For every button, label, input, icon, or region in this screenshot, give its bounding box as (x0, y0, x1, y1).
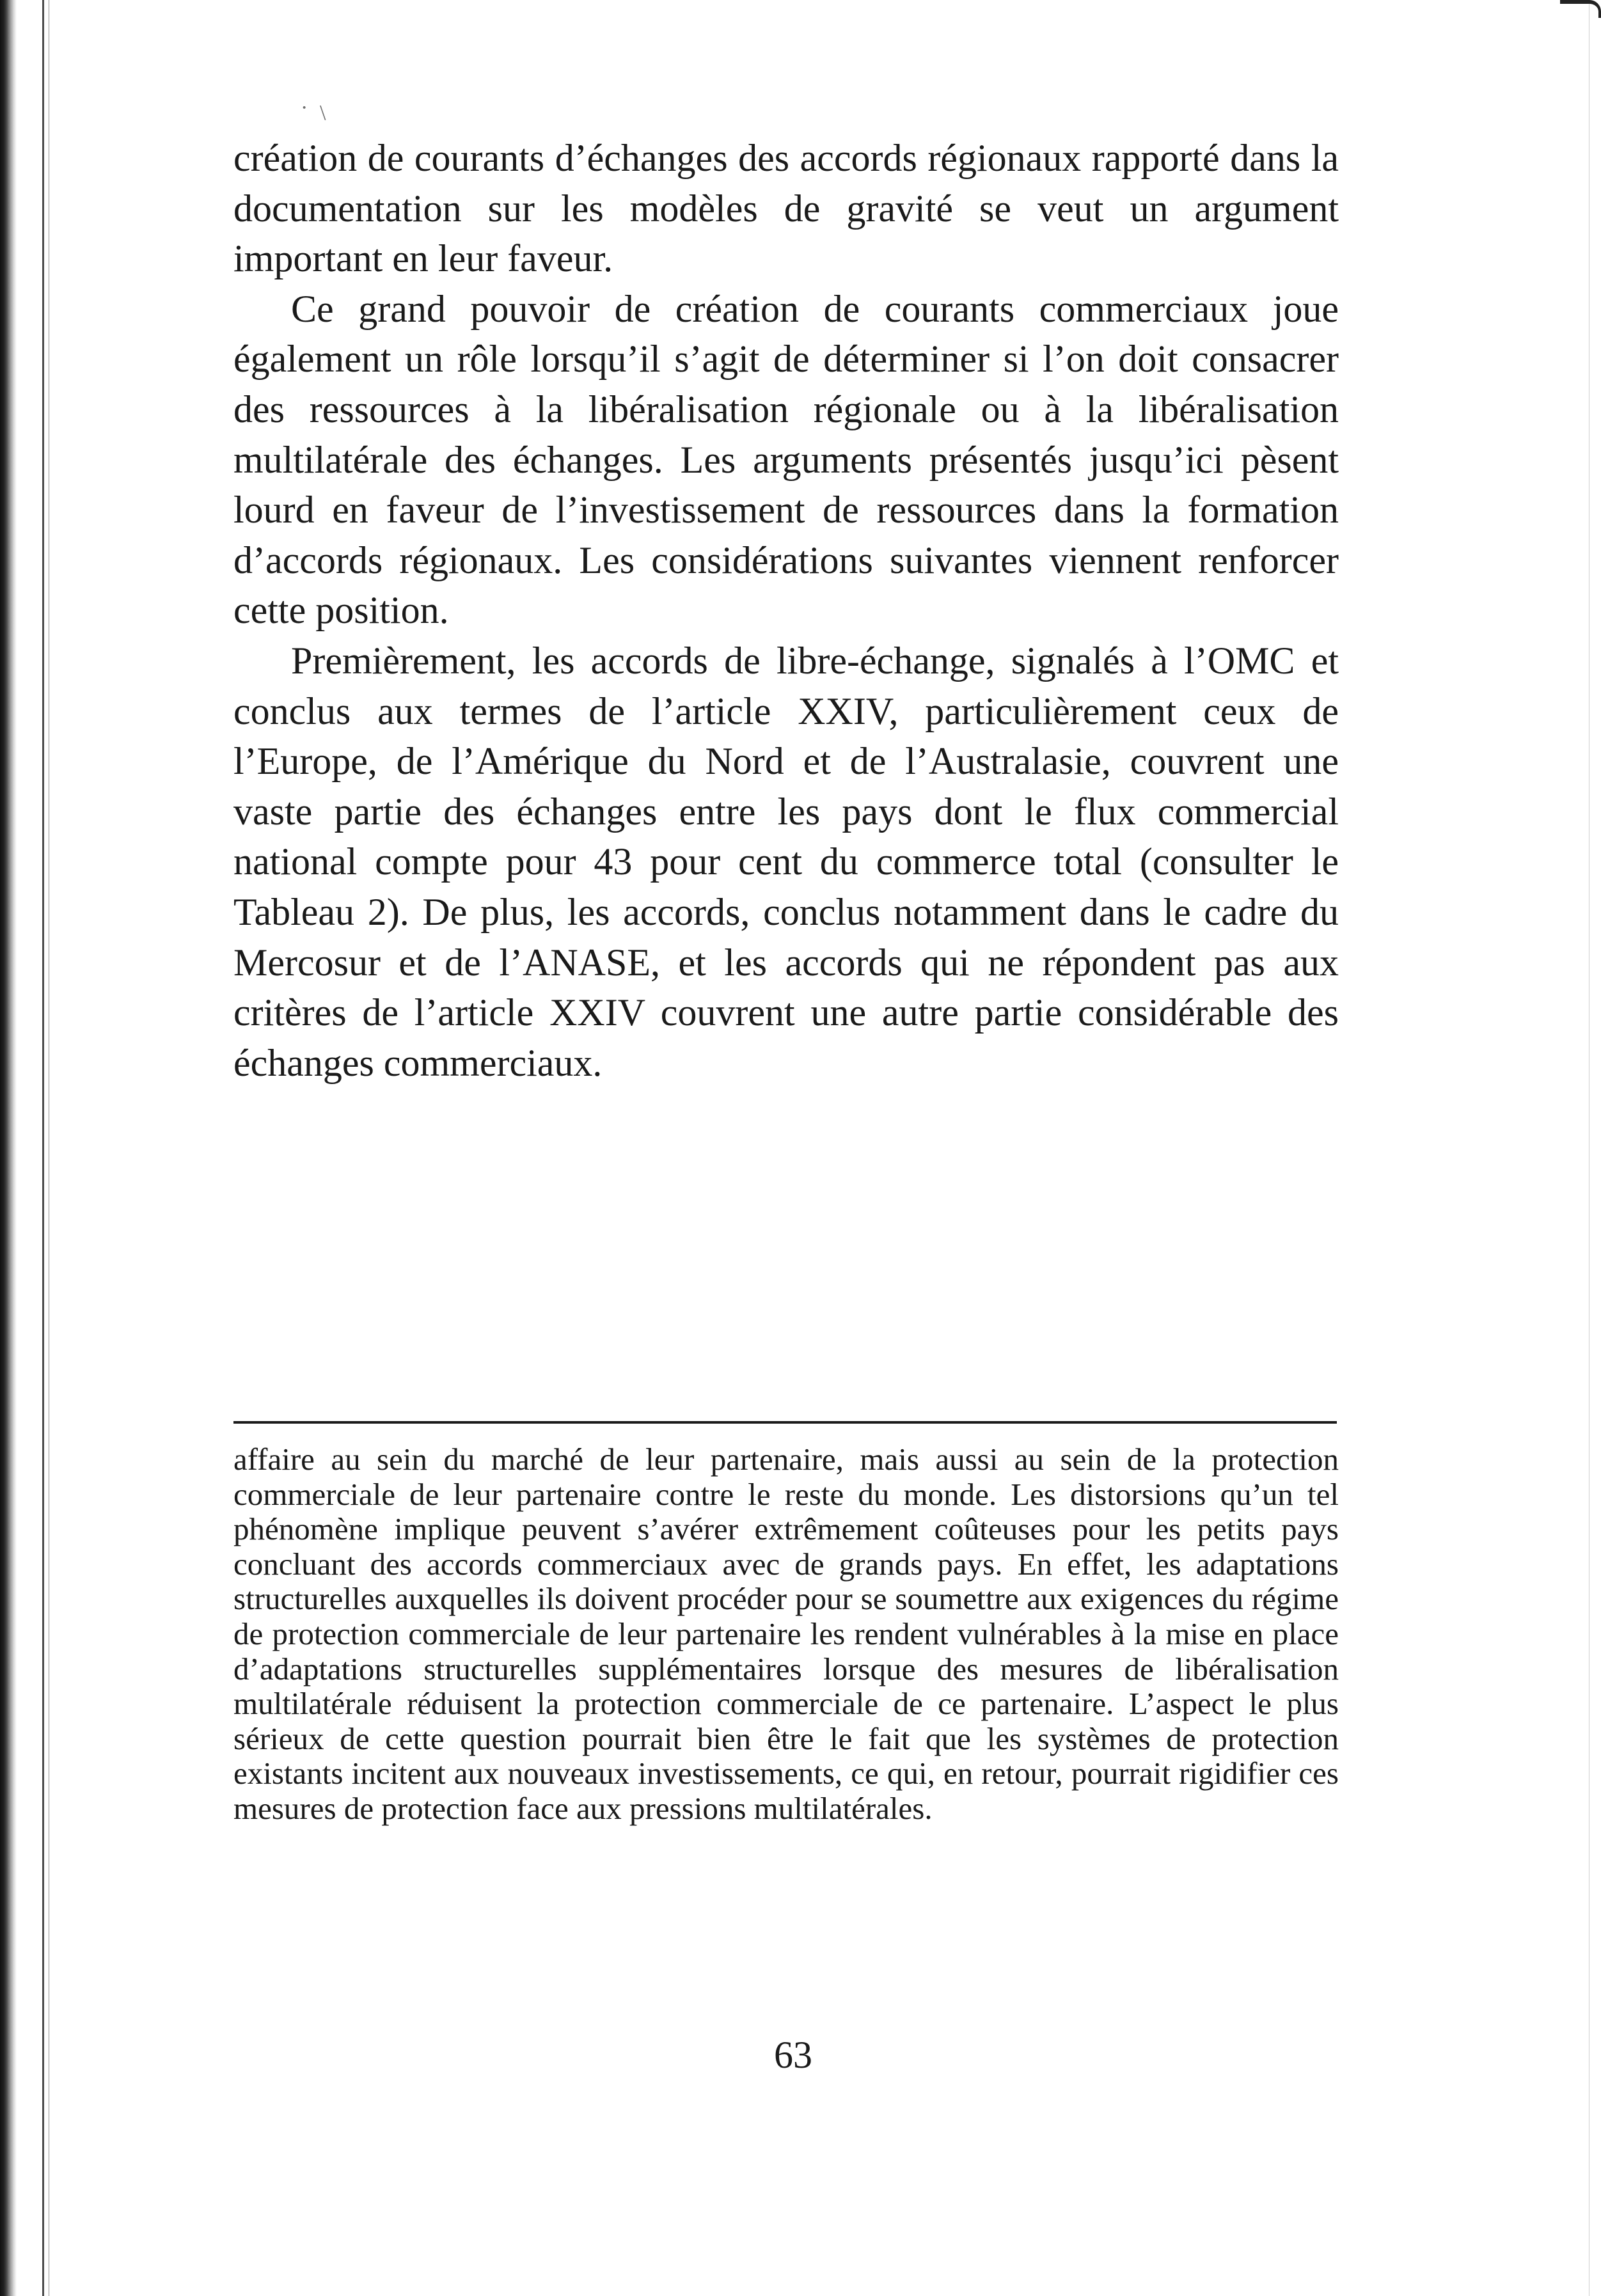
scan-speck: · (301, 96, 308, 120)
scan-binding-shadow (0, 0, 17, 2296)
footnote-text: affaire au sein du marché de leur partenaire, mais aussi au sein de la protection commerciale de leur partenaire contre le reste du monde. Les distorsions qu’un tel phénomène implique peuvent s’avérer extrêmement coûteuses pour les petits pays concluant des accords commerciaux avec de grands pays. En effet, les adaptations structurelles auxquelles ils doivent procéder pour se soumettre aux exigences du régime de protection commerciale de leur partenaire les rendent vulnérables à la mise en place d’adaptations structurelles supplémentaires lorsque des mesures de libéralisation multilatérale réduisent la protection commerciale de ce partenaire. L’aspect le plus sérieux de cette question pourrait bien être le fait que les systèmes de protection existants incitent aux nouveaux investissements, ce qui, en retour, pourrait rigidifier ces mesures de protection face aux pressions multilatérales. (233, 1442, 1339, 1826)
paragraph-2: Ce grand pouvoir de création de courants commerciaux joue également un rôle lorsqu’il s’agit de déterminer si l’on doit consacrer des ressources à la libéralisation régionale ou à la libéralisation multilatérale des échanges. Les arguments présentés jusqu’ici pèsent lourd en faveur de l’investissement de ressources dans la formation d’accords régionaux. Les considérations suivantes viennent renforcer cette position. (233, 287, 1339, 632)
scan-binding-line (42, 0, 44, 2296)
scan-corner-mark (1560, 0, 1601, 18)
scan-speck: \ (320, 101, 326, 125)
page-number: 63 (774, 2034, 812, 2076)
footnote-separator (233, 1421, 1337, 1424)
footnote (233, 1442, 1339, 1827)
paragraph-1: création de courants d’échanges des accords régionaux rapporté dans la documentation sur les modèles de gravité se veut un argument important en leur faveur. (233, 137, 1339, 280)
main-text (233, 133, 1339, 1088)
paragraph-3: Premièrement, les accords de libre-échange, signalés à l’OMC et conclus aux termes de l’article XXIV, particulièrement ceux de l’Europe, de l’Amérique du Nord et de l’Australasie, couvrent une vaste partie des échanges entre les pays dont le flux commercial national compte pour 43 pour cent du commerce total (consulter le Tableau 2). De plus, les accords, conclus notamment dans le cadre du Mercosur et de l’ANASE, et les accords qui ne répondent pas aux critères de l’article XXIV couvrent une autre partie considérable des échanges commerciaux. (233, 639, 1339, 1084)
